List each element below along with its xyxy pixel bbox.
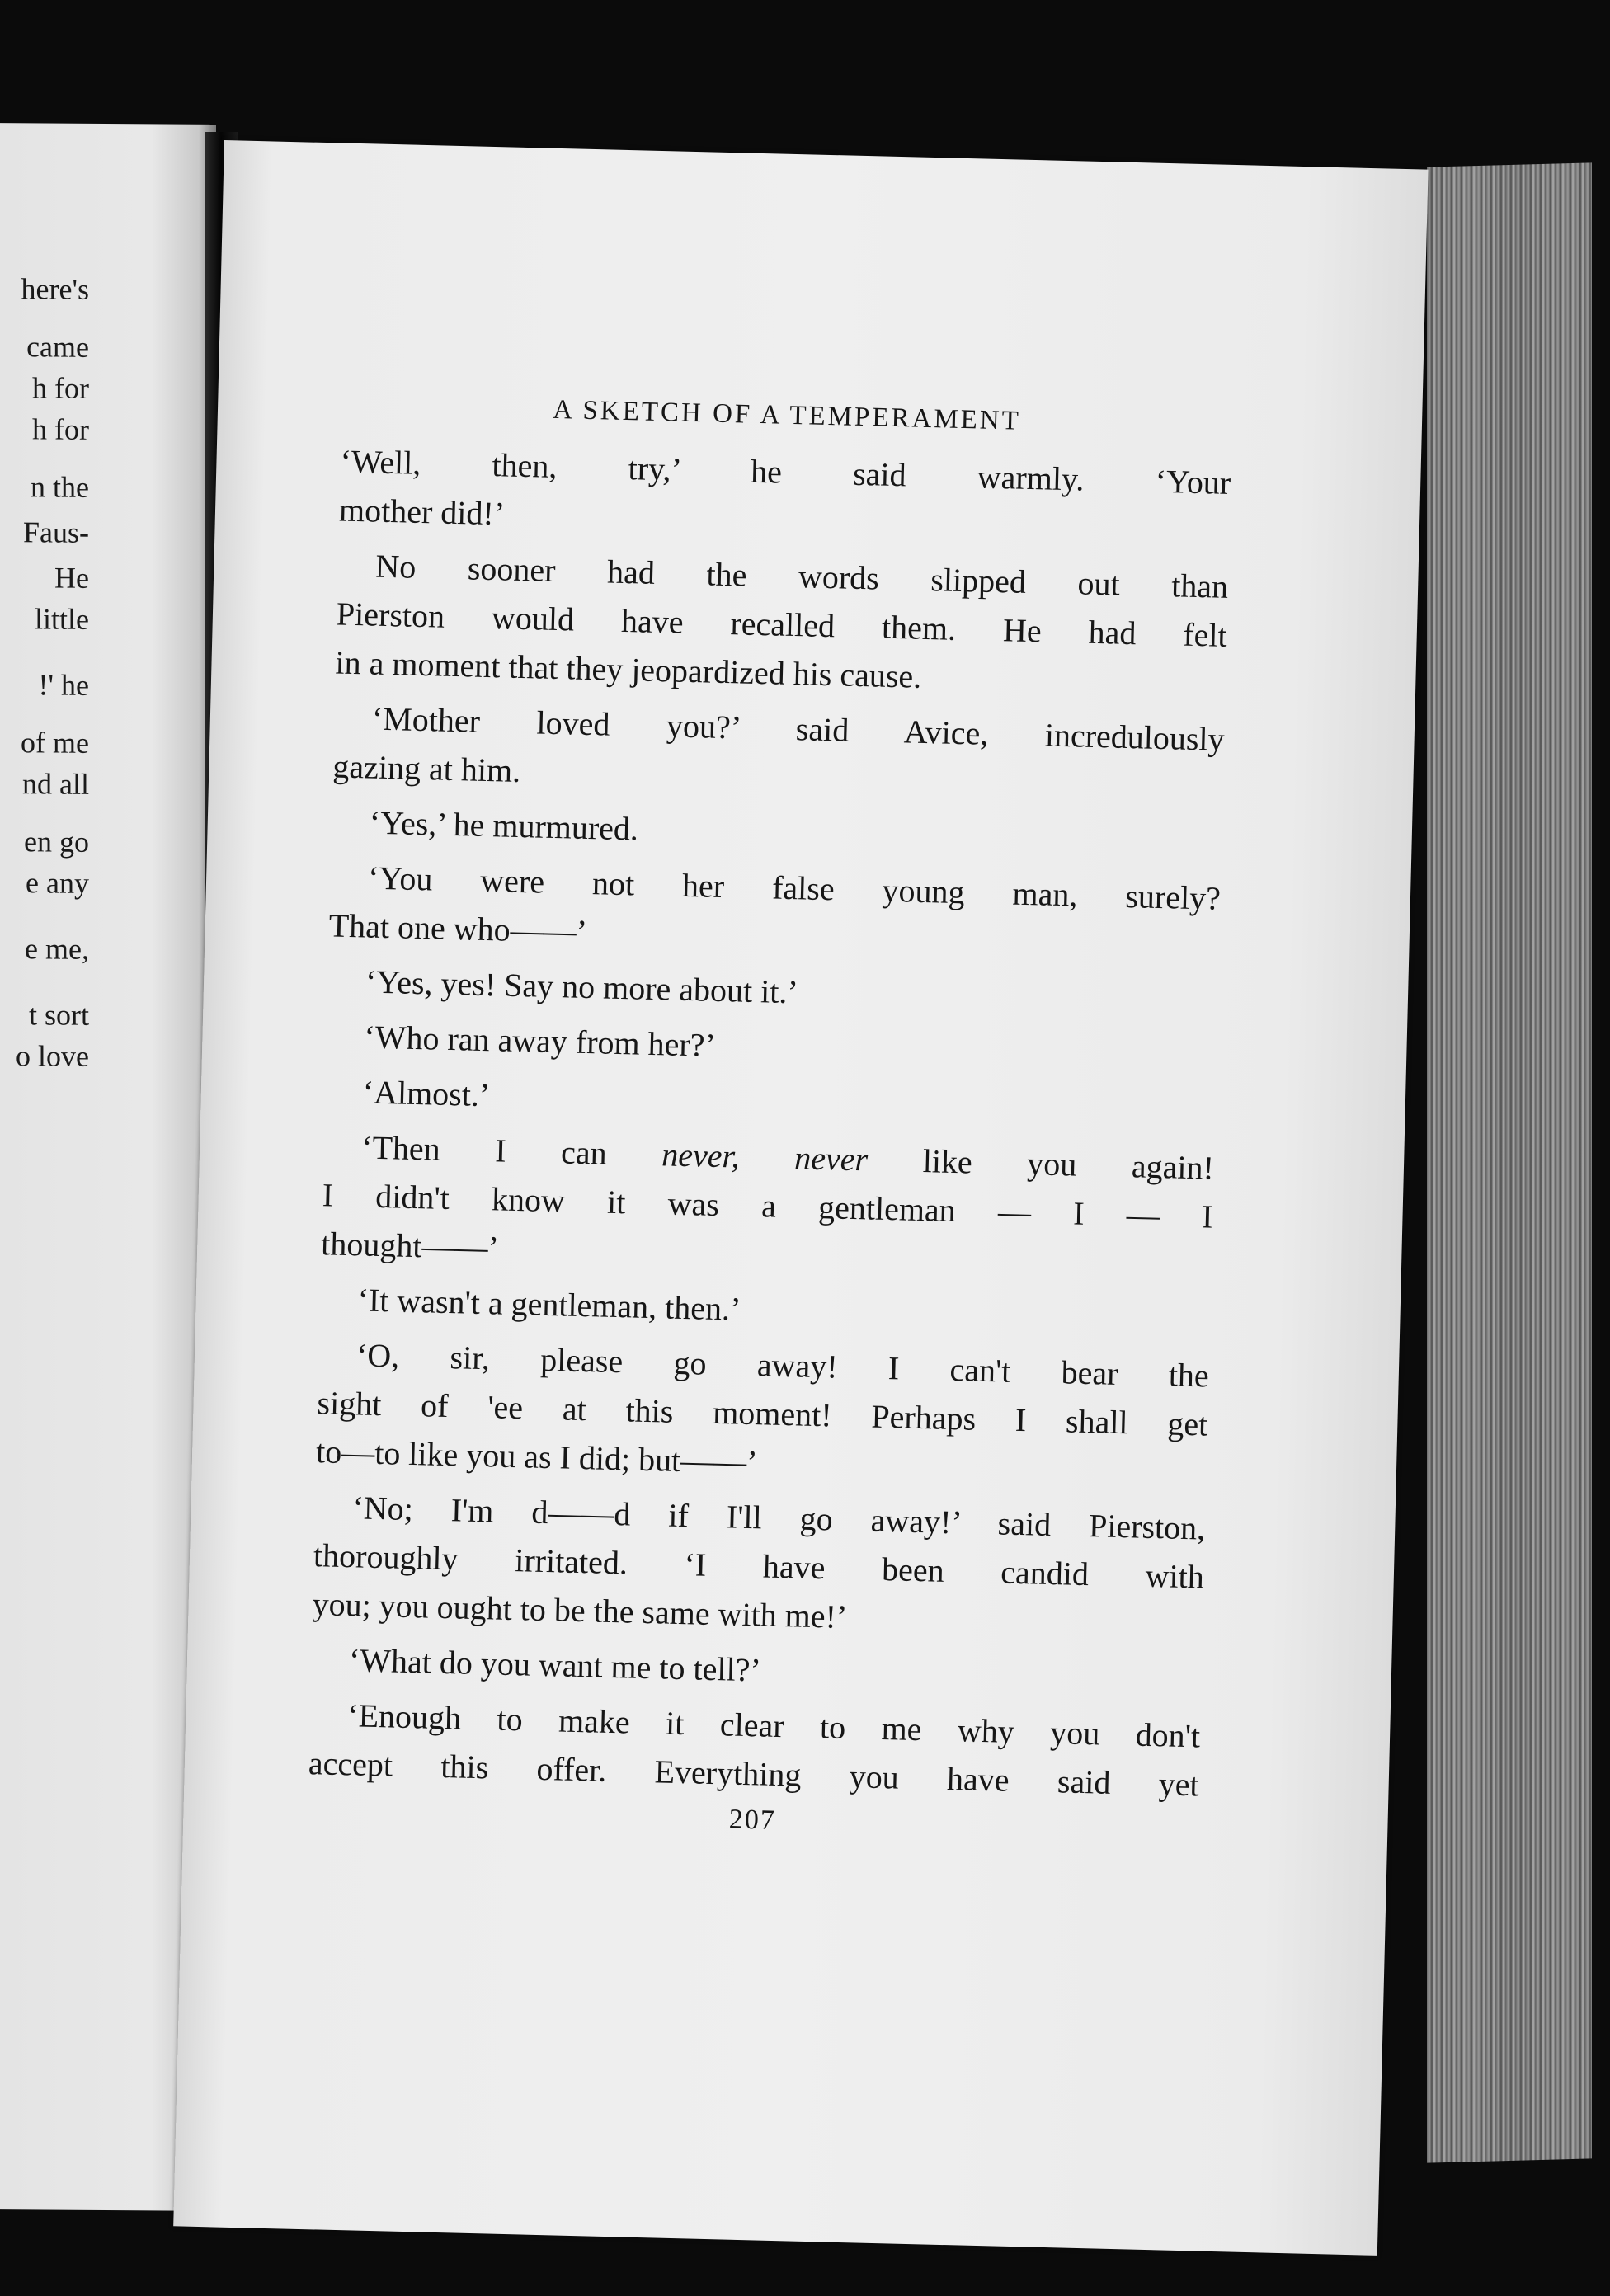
- text-line: accept this offer. Everything you have said yet: [308, 1744, 1200, 1804]
- left-page-line: e any: [26, 866, 89, 900]
- text-line: ‘No; I'm d——d if I'll go away!’ said Pierston,: [351, 1489, 1206, 1547]
- paragraph: [328, 852, 1222, 971]
- page-number: 207: [728, 1804, 777, 1836]
- right-page: [173, 140, 1428, 2256]
- left-page-line: n the: [31, 470, 89, 504]
- text-line: ‘Well, then, try,’ he said warmly. ‘Your: [339, 442, 1231, 501]
- paragraph: [338, 437, 1231, 556]
- left-page-line: He: [54, 561, 89, 595]
- page-text-block: [307, 383, 1232, 1847]
- left-page-line: o love: [16, 1039, 89, 1073]
- paragraph: [335, 541, 1229, 708]
- text-line: you; you ought to be the same with me!’: [312, 1585, 848, 1635]
- text-line: ‘Almost.’: [362, 1073, 491, 1114]
- text-line: ‘Then I can never, never like you again!: [360, 1128, 1215, 1187]
- text-line: ‘You were not her false young man, surely?: [367, 859, 1222, 917]
- paragraph: [321, 1122, 1215, 1289]
- paragraph: [332, 693, 1226, 812]
- text-line: No sooner had the words slipped out than: [374, 547, 1229, 605]
- text-line: ‘Who ran away from her?’: [363, 1018, 717, 1064]
- left-page-line: nd all: [22, 767, 89, 801]
- page-edges: [1427, 162, 1592, 2162]
- text-line: I didn't know it was a gentleman — I — I: [322, 1176, 1214, 1235]
- text-line: mother did!’: [338, 491, 506, 533]
- text-line: thoroughly irritated. ‘I have been candid with: [313, 1536, 1205, 1596]
- text-line: gazing at him.: [332, 747, 521, 789]
- paragraph: [312, 1482, 1206, 1649]
- left-page-line: !' he: [38, 668, 89, 702]
- left-page-line: Faus-: [23, 515, 89, 549]
- text-line: That one who——’: [328, 906, 588, 951]
- text-line: sight of 'ee at this moment! Perhaps I shall get: [317, 1384, 1208, 1443]
- text-line: ‘It wasn't a gentleman, then.’: [357, 1281, 741, 1328]
- left-page-line: little: [35, 602, 89, 636]
- emphasis: never, never: [661, 1136, 869, 1179]
- text-line: ‘O, sir, please go away! I can't bear the: [355, 1336, 1210, 1395]
- paragraph: [308, 1690, 1201, 1809]
- paragraph: [315, 1329, 1209, 1497]
- text-line: ‘Mother loved you?’ said Avice, incredulously: [371, 699, 1226, 758]
- text-line: to—to like you as I did; but——’: [315, 1433, 759, 1481]
- text-line: Pierston would have recalled them. He had felt: [336, 595, 1228, 654]
- running-head: A SKETCH OF A TEMPERAMENT: [552, 394, 1022, 436]
- left-page-line: came: [26, 330, 89, 364]
- left-page-line: t sort: [28, 998, 89, 1032]
- text-line: ‘What do you want me to tell?’: [348, 1641, 762, 1689]
- text-line: ‘Yes, yes! Say no more about it.’: [365, 962, 799, 1011]
- left-page-line: h for: [32, 371, 89, 405]
- text-line: ‘Enough to make it clear to me why you don't: [346, 1696, 1201, 1755]
- left-page-line: here's: [21, 272, 89, 306]
- text-line: in a moment that they jeopardized his cause.: [335, 643, 922, 695]
- left-page-line: e me,: [25, 932, 89, 966]
- left-page-line: of me: [21, 726, 89, 760]
- text-line: ‘Yes,’ he murmured.: [369, 803, 639, 848]
- left-page-line: h for: [32, 412, 89, 446]
- left-page-line: en go: [24, 825, 89, 859]
- text-line: thought——’: [320, 1225, 500, 1267]
